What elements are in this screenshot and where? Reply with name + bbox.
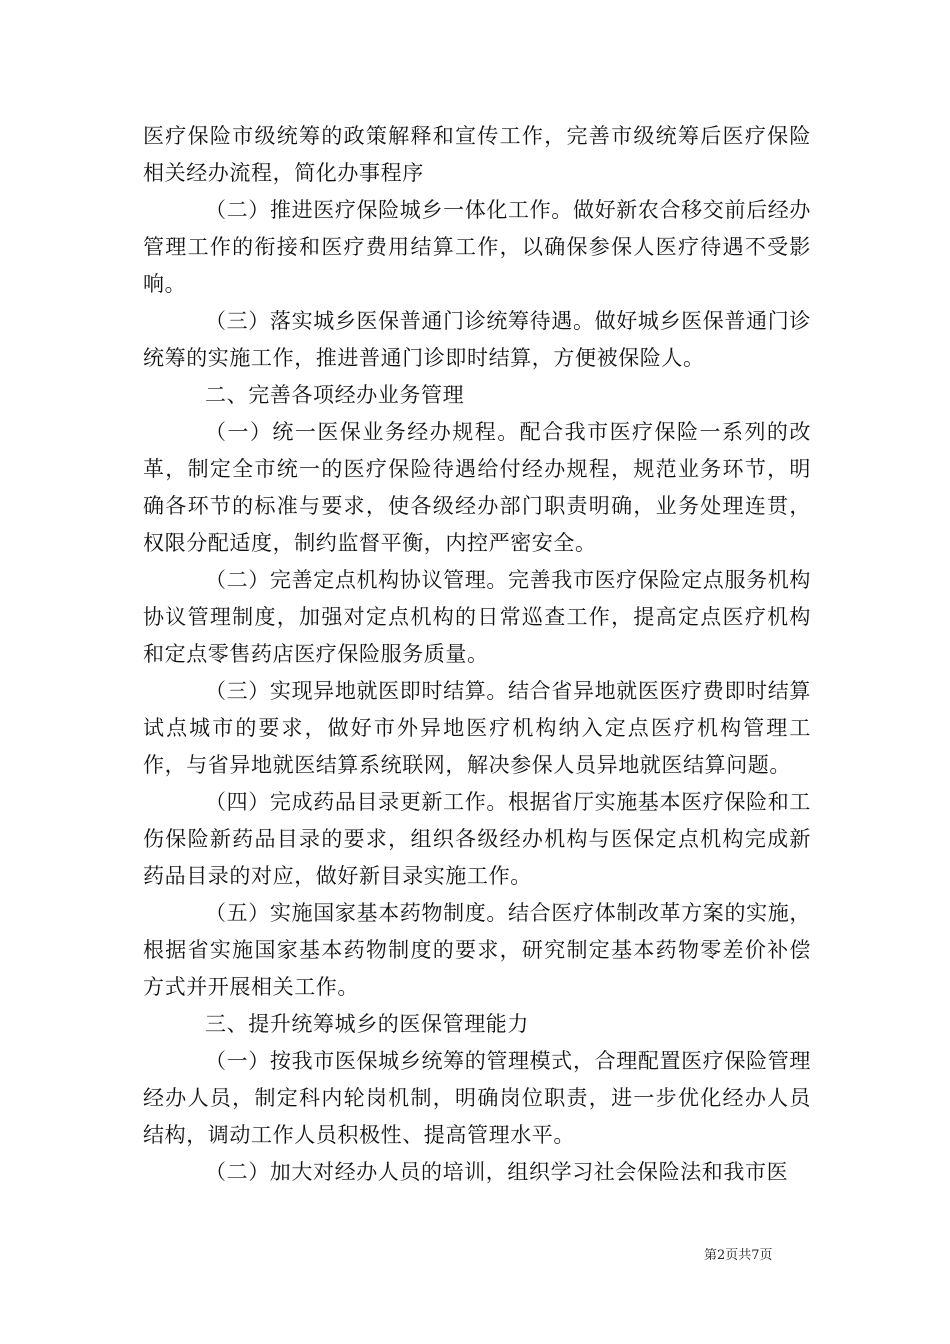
document-body <box>143 118 811 1191</box>
paragraph-item-3-2: （二）加大对经办人员的培训，组织学习社会保险法和我市医 <box>205 1160 789 1184</box>
paragraph-item-3: （三）落实城乡医保普通门诊统筹待遇。做好城乡医保普通门诊统筹的实施工作，推进普通门诊即时结算，方便被保险人。 <box>143 309 811 370</box>
paragraph-item-3-1: （一）按我市医保城乡统筹的管理模式，合理配置医疗保险管理经办人员，制定科内轮岗机制，明确岗位职责，进一步优化经办人员结构，调动工作人员积极性、提高管理水平。 <box>143 1049 811 1147</box>
paragraph-item-2-4: （四）完成药品目录更新工作。根据省厅实施基本医疗保险和工伤保险新药品目录的要求，组织各级经办机构与医保定点机构完成新药品目录的对应，做好新目录实施工作。 <box>143 790 811 888</box>
paragraph-item-2: （二）推进医疗保险城乡一体化工作。做好新农合移交前后经办管理工作的衔接和医疗费用结算工作，以确保参保人医疗待遇不受影响。 <box>143 198 811 296</box>
section-heading-3: 三、提升统筹城乡的医保管理能力 <box>205 1012 529 1036</box>
paragraph-item-2-3: （三）实现异地就医即时结算。结合省异地就医医疗费即时结算试点城市的要求，做好市外异地医疗机构纳入定点医疗机构管理工作，与省异地就医结算系统联网，解决参保人员异地就医结算问题。 <box>143 679 811 777</box>
section-heading-2: 二、完善各项经办业务管理 <box>205 383 465 407</box>
paragraph-continuation: 医疗保险市级统筹的政策解释和宣传工作，完善市级统筹后医疗保险相关经办流程，简化办事程序 <box>143 124 811 185</box>
paragraph-item-2-2: （二）完善定点机构协议管理。完善我市医疗保险定点服务机构协议管理制度，加强对定点机构的日常巡查工作，提高定点医疗机构和定点零售药店医疗保险服务质量。 <box>143 568 811 666</box>
paragraph-item-2-1: （一）统一医保业务经办规程。配合我市医疗保险一系列的改革，制定全市统一的医疗保险待遇给付经办规程，规范业务环节，明确各环节的标准与要求，使各级经办部门职责明确，业务处理连贯，权限分配适度，制约监督平衡，内控严密安全。 <box>143 420 811 555</box>
paragraph-item-2-5: （五）实施国家基本药物制度。结合医疗体制改革方案的实施，根据省实施国家基本药物制度的要求，研究制定基本药物零差价补偿方式并开展相关工作。 <box>143 901 811 999</box>
page-number-footer: 第2页共7页 <box>704 1248 773 1263</box>
